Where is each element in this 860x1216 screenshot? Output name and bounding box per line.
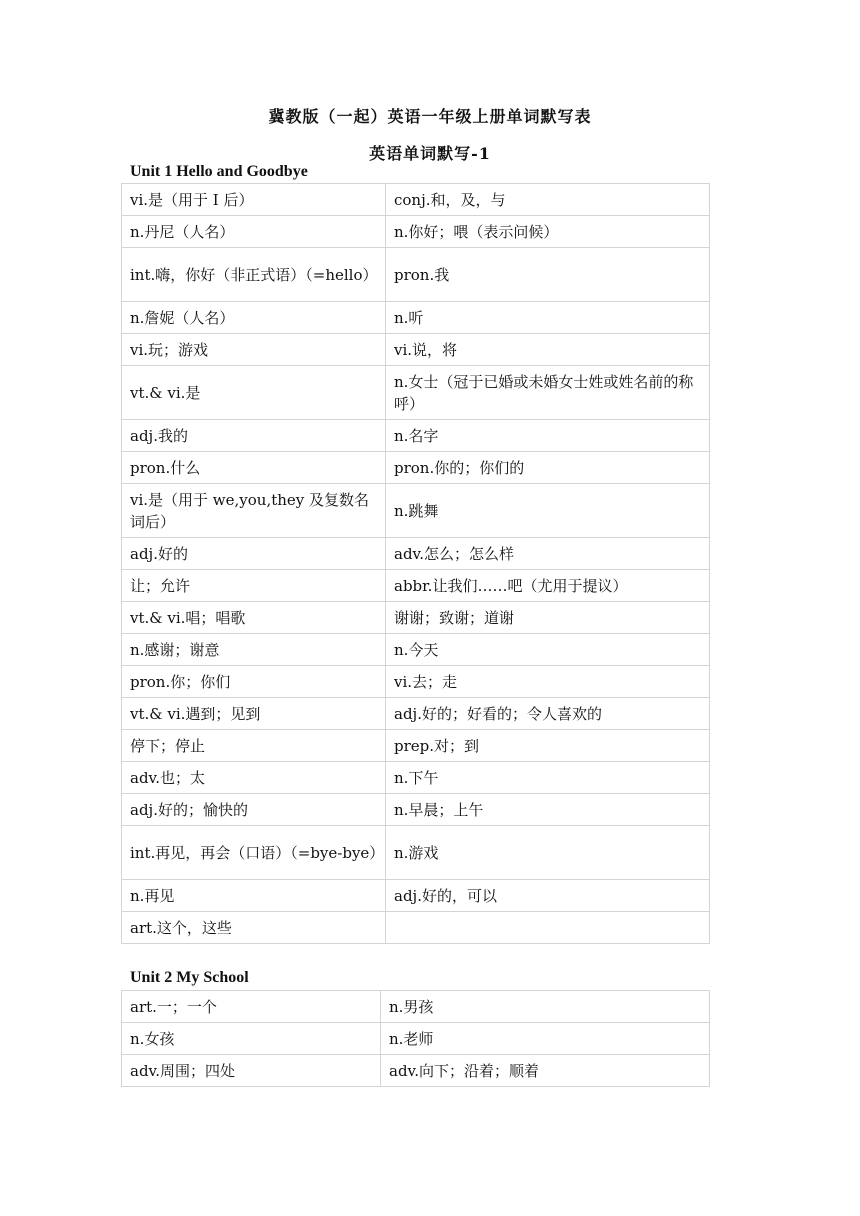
meaning-cell-left: adj.我的 [122, 420, 386, 452]
meaning-cell-left: int.嗨，你好（非正式语）（=hello） [122, 248, 386, 302]
meaning-cell-right: adj.好的；好看的；令人喜欢的 [386, 698, 710, 730]
meaning-cell-left: adj.好的；愉快的 [122, 794, 386, 826]
meaning-cell-right: abbr.让我们……吧（尤用于提议） [386, 570, 710, 602]
table-row [122, 730, 710, 762]
document-subtitle: 英语单词默写-1 [369, 144, 491, 163]
table-row [122, 602, 710, 634]
table-row [122, 762, 710, 794]
table-row [122, 484, 710, 538]
meaning-cell-right: n.游戏 [386, 826, 710, 880]
meaning-cell-left: adv.周围；四处 [122, 1055, 381, 1087]
meaning-cell-left: vt.& vi.是 [122, 366, 386, 420]
meaning-cell-right: prep.对；到 [386, 730, 710, 762]
meaning-cell-left: art.一；一个 [122, 991, 381, 1023]
meaning-cell-right: pron.你的；你们的 [386, 452, 710, 484]
meaning-cell-right: n.你好；喂（表示问候） [386, 216, 710, 248]
table-row [122, 1055, 710, 1087]
meaning-cell-right: adj.好的，可以 [386, 880, 710, 912]
meaning-cell-right: conj.和，及，与 [386, 184, 710, 216]
meaning-cell-right: vi.说，将 [386, 334, 710, 366]
meaning-cell-right: adv.怎么；怎么样 [386, 538, 710, 570]
meaning-cell-left: adj.好的 [122, 538, 386, 570]
meaning-cell-left: art.这个，这些 [122, 912, 386, 944]
meaning-cell-left: adv.也；太 [122, 762, 386, 794]
meaning-cell-left: vi.是（用于 I 后） [122, 184, 386, 216]
meaning-cell-right: pron.我 [386, 248, 710, 302]
table-row [122, 698, 710, 730]
table-row [122, 991, 710, 1023]
meaning-cell-right: n.男孩 [381, 991, 710, 1023]
meaning-cell-left: n.丹尼（人名） [122, 216, 386, 248]
meaning-cell-left: vt.& vi.遇到；见到 [122, 698, 386, 730]
meaning-cell-right: adv.向下；沿着；顺着 [381, 1055, 710, 1087]
table-row [122, 634, 710, 666]
table-row [122, 452, 710, 484]
meaning-cell-right: n.女士（冠于已婚或未婚女士姓或姓名前的称呼） [386, 366, 710, 420]
meaning-cell-left: n.詹妮（人名） [122, 302, 386, 334]
meaning-cell-left: 停下；停止 [122, 730, 386, 762]
document-title: 冀教版（一起）英语一年级上册单词默写表 [268, 107, 592, 126]
meaning-cell-right [386, 912, 710, 944]
table-row [122, 420, 710, 452]
meaning-cell-left: vi.是（用于 we,you,they 及复数名词后） [122, 484, 386, 538]
meaning-cell-left: pron.你；你们 [122, 666, 386, 698]
meaning-cell-left: n.再见 [122, 880, 386, 912]
meaning-cell-left: int.再见，再会（口语）（=bye-bye） [122, 826, 386, 880]
table-row [122, 302, 710, 334]
meaning-cell-left: 让；允许 [122, 570, 386, 602]
table-row [122, 216, 710, 248]
table-row [122, 366, 710, 420]
unit-2-heading: Unit 2 My School [130, 969, 249, 986]
meaning-cell-left: n.感谢；谢意 [122, 634, 386, 666]
meaning-cell-left: vt.& vi.唱；唱歌 [122, 602, 386, 634]
table-row [122, 826, 710, 880]
table-row [122, 912, 710, 944]
meaning-cell-right: 谢谢；致谢；道谢 [386, 602, 710, 634]
meaning-cell-right: n.早晨；上午 [386, 794, 710, 826]
meaning-cell-right: vi.去；走 [386, 666, 710, 698]
table-row [122, 334, 710, 366]
unit-1-vocabulary-table [121, 183, 710, 944]
unit-1-heading: Unit 1 Hello and Goodbye [130, 163, 308, 180]
meaning-cell-left: n.女孩 [122, 1023, 381, 1055]
table-row [122, 570, 710, 602]
table-row [122, 538, 710, 570]
table-row [122, 248, 710, 302]
meaning-cell-right: n.名字 [386, 420, 710, 452]
meaning-cell-right: n.跳舞 [386, 484, 710, 538]
meaning-cell-right: n.听 [386, 302, 710, 334]
table-row [122, 184, 710, 216]
meaning-cell-left: pron.什么 [122, 452, 386, 484]
table-row [122, 794, 710, 826]
meaning-cell-right: n.老师 [381, 1023, 710, 1055]
meaning-cell-left: vi.玩；游戏 [122, 334, 386, 366]
table-row [122, 880, 710, 912]
meaning-cell-right: n.今天 [386, 634, 710, 666]
table-row [122, 666, 710, 698]
unit-2-vocabulary-table [121, 990, 710, 1087]
table-row [122, 1023, 710, 1055]
meaning-cell-right: n.下午 [386, 762, 710, 794]
